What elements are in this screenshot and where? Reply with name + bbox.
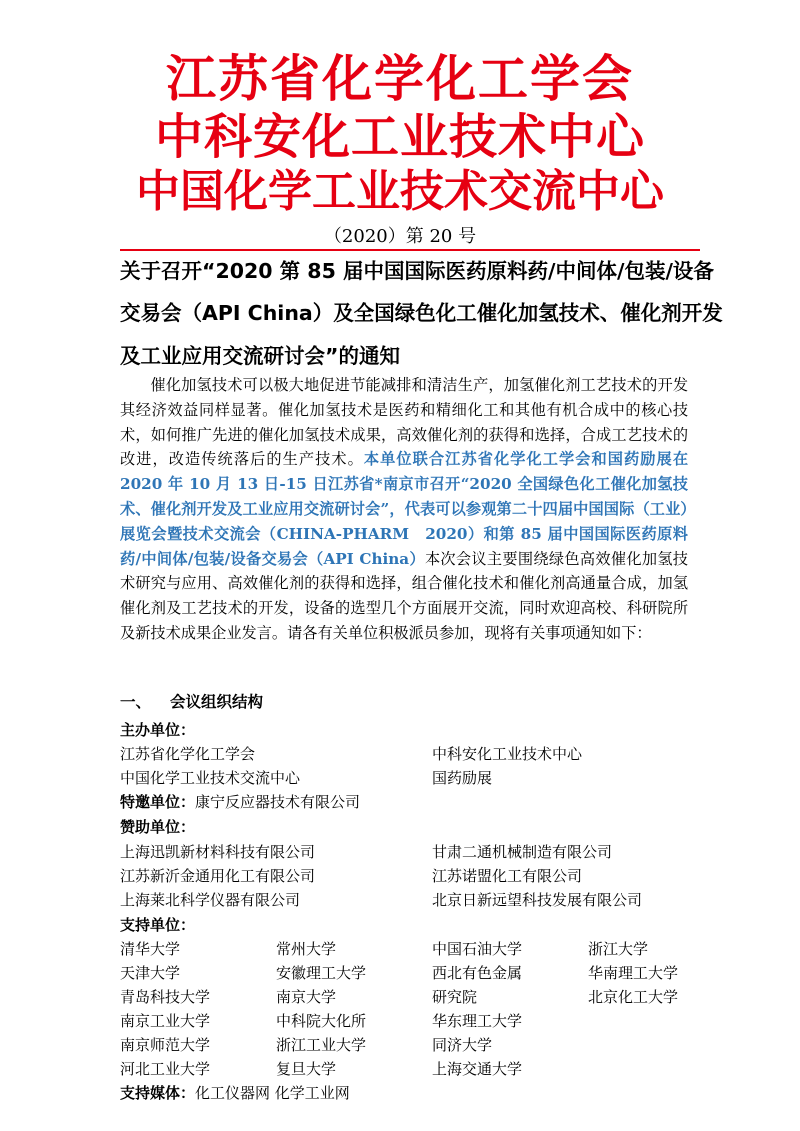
special-invited-row [120,791,360,812]
supporter-item: 中国石油大学 [432,940,523,958]
supporters-label: 支持单位： [120,916,196,934]
organizer-item: 中国化学工业技术交流中心 [120,769,301,787]
supporter-item: 浙江大学 [588,940,649,958]
sponsor-item: 上海迅凯新材料科技有限公司 [120,843,316,861]
supporter-item: 北京化工大学 [588,988,679,1006]
section-title: 会议组织结构 [170,693,264,711]
supporter-item: 西北有色金属 [432,964,523,982]
organizer-item: 中科安化工业技术中心 [432,745,583,763]
media-label: 支持媒体： [120,1084,196,1102]
supporter-item: 清华大学 [120,940,181,958]
body-text-part-2: 本次会议主要围绕绿色高效催化加氢技术研究与应用、高效催化剂的获得和选择，组合催化技术和催化剂高通量合成，加氢催化剂及工艺技术的开发，设备的选型几个方面展开交流，同时欢迎高校、科研院所及新技术成果企业发言。请各有关单位积极派员参加，现将有关事项通知如下： [120,549,688,642]
special-invited-value: 康宁反应器技术有限公司 [195,793,361,811]
notice-title-line-2: 交易会（API China）及全国绿色化工催化加氢技术、催化剂开发 [120,301,723,325]
supporter-item: 天津大学 [120,964,181,982]
supporter-item: 青岛科技大学 [120,988,211,1006]
supporter-item: 南京工业大学 [120,1012,211,1030]
organizers-label: 主办单位： [120,721,196,739]
sponsor-item: 江苏诺盟化工有限公司 [432,867,583,885]
supporter-item: 安徽理工大学 [276,964,367,982]
red-divider-line [120,249,700,251]
supporter-item: 同济大学 [432,1036,493,1054]
body-text-part-1: 催化加氢技术可以极大地促进节能减排和清洁生产，加氢催化剂工艺技术的开发其经济效益同样显著。催化加氢技术是医药和精细化工和其他有机合成中的核心技术，如何推广先进的催化加氢技术成果，高效催化剂的获得和选择，合成工艺技术的改进，改造传统落后的生产技术。 [120,376,688,469]
section-number: 一、 [120,693,152,711]
special-invited-label: 特邀单位： [120,793,196,811]
supporter-item: 研究院 [432,988,478,1006]
body-paragraph [120,373,688,646]
header-line-3: 中国化学工业技术交流中心 [136,166,664,217]
supporter-item: 常州大学 [276,940,337,958]
supporter-item: 南京大学 [276,988,337,1006]
supporter-item: 复旦大学 [276,1060,337,1078]
supporter-item: 南京师范大学 [120,1036,211,1054]
supporter-item: 华南理工大学 [588,964,679,982]
organizer-item: 江苏省化学化工学会 [120,745,256,763]
supporter-item: 河北工业大学 [120,1060,211,1078]
sponsor-item: 上海莱北科学仪器有限公司 [120,891,301,909]
document-number: （2020）第 20 号 [323,226,477,247]
supporter-item: 上海交通大学 [432,1060,523,1078]
sponsor-item: 甘肃二通机械制造有限公司 [432,843,613,861]
sponsors-label: 赞助单位： [120,818,196,836]
body-highlight-text: 本单位联合江苏省化学化工学会和国药励展在 2020 年 10 月 13 日-15 日江苏省*南京市召开“2020 全国绿色化工催化加氢技术、催化剂开发及工业应用交流研讨会”，代表可以参观第二十四届中国国际（工业）展览会暨技术交流会（CHINA-PHARM 2020）和第 85 届中国国际医药原料药/中间体/包装/设备交易会（API China） [120,450,689,568]
supporter-item: 华东理工大学 [432,1012,523,1030]
notice-title-line-1: 关于召开“2020 第 85 届中国国际医药原料药/中间体/包装/设备 [120,259,714,283]
supporter-item: 中科院大化所 [276,1012,367,1030]
section-heading-1 [120,690,263,712]
notice-title-line-3: 及工业应用交流研讨会”的通知 [120,344,400,368]
media-value: 化工仪器网 化学工业网 [195,1084,350,1102]
media-row [120,1082,350,1103]
sponsor-item: 北京日新远望科技发展有限公司 [432,891,643,909]
header-line-1: 江苏省化学化工学会 [166,50,634,108]
header-line-2: 中科安化工业技术中心 [154,109,645,165]
supporter-item: 浙江工业大学 [276,1036,367,1054]
organizer-item: 国药励展 [432,769,493,787]
sponsor-item: 江苏新沂金通用化工有限公司 [120,867,316,885]
